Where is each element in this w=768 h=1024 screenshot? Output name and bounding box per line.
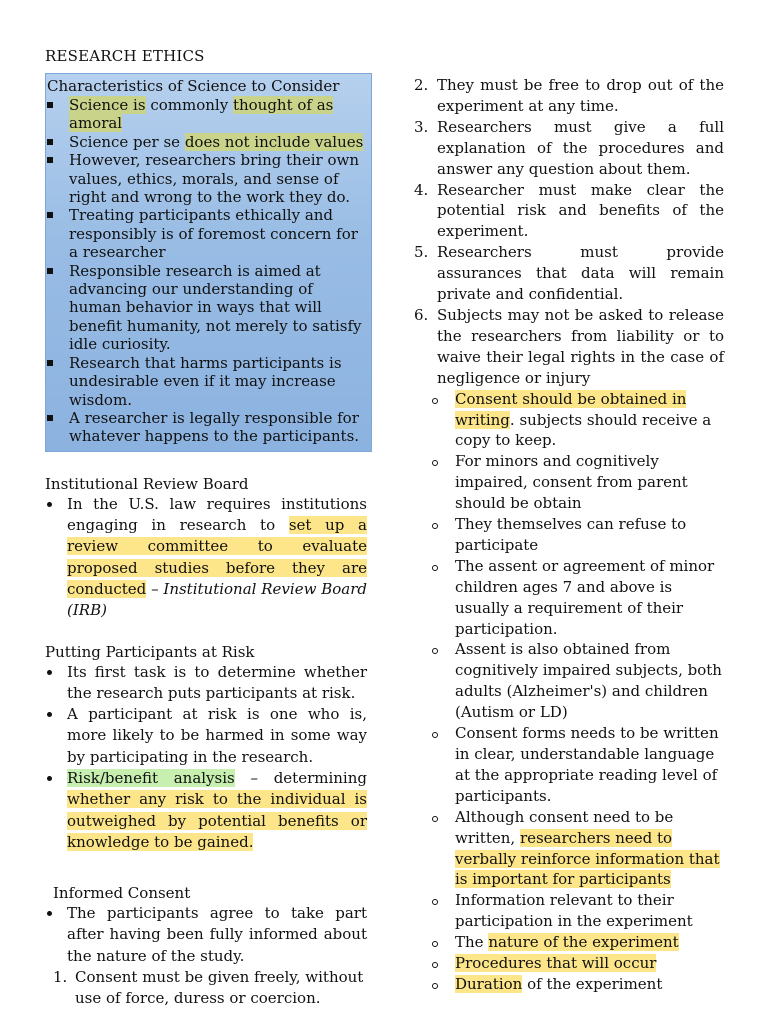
highlighted-text: Consent should be obtained in writing: [455, 389, 687, 429]
item-text: However, researchers bring their own values, ethics, morals, and sense of right and wrong to the work they do.: [69, 151, 359, 207]
item-number: 3.: [414, 117, 429, 136]
characteristics-heading: Characteristics of Science to Consider: [47, 77, 340, 95]
item-text: Assent is also obtained from cognitively impaired subjects, both adults (Alzheimer's) and children (Autism or LD): [455, 640, 722, 722]
consent-rule-text: Consent must be given freely, without use of force, duress or coercion.: [75, 968, 364, 1008]
list-item: [429, 932, 724, 953]
highlighted-text: thought of as amoral: [69, 96, 334, 133]
list-item: [47, 96, 368, 133]
list-item: [429, 556, 724, 640]
numbered-item: [412, 75, 724, 117]
consent-sub-rules-list: [429, 389, 724, 995]
item-text: Consent forms needs to be written in clear, understandable language at the appropriate reading level of participants.: [455, 724, 719, 805]
highlighted-text: Science is: [69, 96, 146, 114]
numbered-item: [412, 242, 724, 305]
characteristics-list: [47, 96, 368, 446]
item-text: Although consent need to be written,: [455, 807, 674, 847]
highlighted-text: researchers need to verbally reinforce information that is important for participants: [455, 828, 720, 889]
list-item: [429, 953, 724, 974]
item-text: – determining: [234, 768, 367, 787]
irb-list: [45, 494, 367, 622]
item-text: They themselves can refuse to participate: [455, 515, 687, 554]
item-number: 4.: [414, 180, 429, 199]
italic-text: Institutional Review Board (IRB): [67, 579, 367, 620]
highlighted-text: Risk/benefit analysis: [67, 768, 235, 787]
item-text: Information relevant to their participation in the experiment: [455, 891, 693, 931]
item-text: A participant at risk is one who is, more likely to be harmed in some way by participating in the research.: [67, 705, 367, 766]
item-text: –: [146, 579, 164, 598]
characteristics-box: [45, 73, 372, 452]
consent-rule-1: [53, 967, 367, 1010]
list-item: [429, 451, 724, 514]
numbered-item: [412, 117, 724, 180]
list-item: [47, 354, 368, 409]
item-text: Treating participants ethically and responsibly is of foremost concern for a researcher: [69, 206, 358, 262]
list-item: [429, 890, 724, 932]
highlighted-text: does not include values: [184, 132, 364, 151]
item-text: Responsible research is aimed at advancing our understanding of human behavior in ways that will benefit humanity, not merely to satisfy idle curiosity.: [69, 261, 362, 354]
item-text: Researcher must make clear the potential risk and benefits of the experiment.: [437, 180, 724, 241]
irb-heading: Institutional Review Board: [45, 474, 249, 493]
item-number: 6.: [414, 305, 429, 324]
list-item: [47, 206, 368, 261]
item-text: . subjects should receive a copy to keep.: [455, 410, 712, 450]
item-text: Its first task is to determine whether the research puts participants at risk.: [67, 662, 367, 702]
item-text: of the experiment: [522, 974, 663, 993]
item-text: Research that harms participants is undesirable even if it may increase wisdom.: [69, 353, 342, 409]
highlighted-text: Duration: [455, 974, 523, 993]
item-text: Researchers must give a full explanation of the procedures and answer any question about them.: [437, 117, 724, 178]
right-column: [412, 75, 724, 995]
list-item: [47, 262, 368, 354]
consent-list: [45, 903, 367, 967]
item-text: commonly: [145, 96, 233, 114]
item-text: In the U.S. law requires institutions engaging in research to: [67, 494, 367, 535]
list-item: [45, 494, 367, 622]
document-title: RESEARCH ETHICS: [45, 47, 205, 65]
item-text: Subjects may not be asked to release the researchers from liability or to waive their legal rights in the case of negligence or injury: [437, 305, 724, 387]
item-text: The: [455, 933, 489, 952]
consent-rule-number: 1.: [53, 968, 68, 987]
highlighted-text: whether any risk to the individual is outweighed by potential benefits or knowledge to be gained.: [67, 790, 367, 851]
list-item: [45, 903, 367, 967]
item-text: Science per se: [69, 132, 185, 151]
list-item: [429, 514, 724, 556]
consent-heading: Informed Consent: [53, 884, 191, 903]
list-item: [47, 409, 368, 446]
list-item: [429, 974, 724, 995]
list-item: [47, 151, 368, 206]
numbered-item: [412, 180, 724, 243]
consent-rules-list: [412, 75, 724, 389]
highlighted-text: Procedures that will occur: [455, 954, 657, 973]
item-text: The assent or agreement of minor children ages 7 and above is usually a requirement of their participation.: [455, 556, 715, 638]
list-item: [429, 723, 724, 807]
item-text: For minors and cognitively impaired, consent from parent should be obtain: [455, 452, 688, 513]
item-text: The participants agree to take part after having been fully informed about the nature of the study.: [67, 904, 367, 965]
list-item: [429, 639, 724, 723]
list-item: [429, 389, 724, 452]
item-number: 2.: [414, 76, 429, 94]
list-item: [47, 133, 368, 151]
risk-list: [45, 662, 367, 854]
item-number: 5.: [414, 243, 429, 262]
highlighted-text: set up a review committee to evaluate proposed studies before they are conducted: [67, 516, 367, 598]
item-text: They must be free to drop out of the experiment at any time.: [437, 76, 724, 115]
item-text: A researcher is legally responsible for whatever happens to the participants.: [69, 408, 360, 446]
list-item: [45, 768, 367, 853]
numbered-item: [412, 305, 724, 389]
highlighted-text: nature of the experiment: [488, 933, 679, 952]
risk-heading: Putting Participants at Risk: [45, 642, 255, 661]
list-item: [429, 807, 724, 891]
consent-numbered-list: [53, 967, 367, 1010]
item-text: Researchers must provide assurances that data will remain private and confidential.: [437, 243, 724, 304]
list-item: [45, 704, 367, 768]
left-column: [45, 73, 367, 1010]
list-item: [45, 662, 367, 705]
